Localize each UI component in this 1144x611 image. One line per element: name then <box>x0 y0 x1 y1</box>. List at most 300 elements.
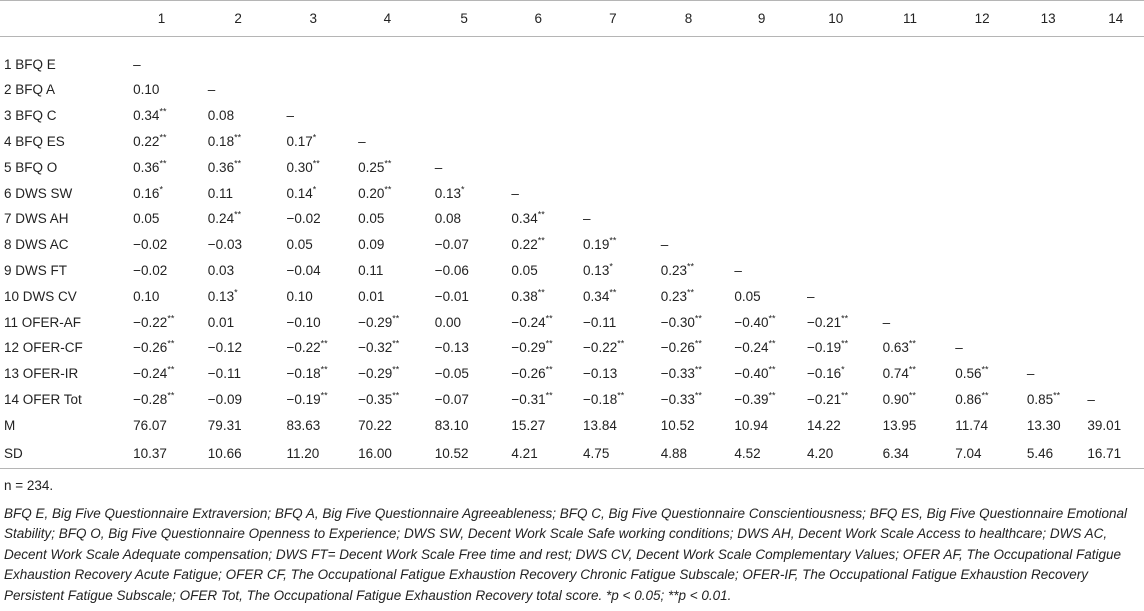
table-cell: 0.38** <box>511 287 545 304</box>
table-cell: 0.13* <box>583 261 613 278</box>
table-cell <box>511 37 583 78</box>
table-cell: 14.22 <box>806 417 841 433</box>
table-cell: −0.30** <box>660 313 702 330</box>
table-cell <box>955 129 1027 155</box>
row-label: 11 OFER-AF <box>4 314 82 330</box>
significance-marker: ** <box>768 364 776 375</box>
table-row <box>0 103 1144 129</box>
table-cell <box>583 129 661 155</box>
sample-size-note: n = 234. <box>4 478 54 493</box>
table-cell <box>883 232 956 258</box>
table-cell: – <box>955 340 963 356</box>
table-cell <box>661 206 735 232</box>
table-cell <box>955 180 1027 206</box>
table-cell <box>1027 206 1088 232</box>
table-row <box>0 37 1144 78</box>
significance-marker: ** <box>694 390 702 401</box>
table-cell <box>807 129 883 155</box>
significance-marker: * <box>841 364 845 375</box>
table-cell <box>955 154 1027 180</box>
table-cell <box>511 154 583 180</box>
table-cell <box>661 129 735 155</box>
table-cell <box>955 258 1027 284</box>
table-cell: −0.21** <box>806 313 849 330</box>
table-cell: −0.24** <box>133 364 175 382</box>
row-label: 3 BFQ C <box>4 108 57 124</box>
table-cell: 0.10 <box>133 288 160 304</box>
table-cell: 0.01 <box>207 314 235 330</box>
table-cell: −0.24** <box>511 313 553 330</box>
significance-marker: ** <box>392 390 400 401</box>
table-cell: −0.29** <box>358 364 400 382</box>
table-row <box>0 180 1144 206</box>
table-cell: – <box>358 133 366 149</box>
significance-marker: ** <box>545 390 553 401</box>
column-header-7: 7 <box>583 1 661 37</box>
significance-marker: ** <box>392 338 400 349</box>
table-cell: 0.22** <box>133 132 167 149</box>
row-label: 8 DWS AC <box>4 237 69 253</box>
table-cell: −0.40** <box>734 364 776 382</box>
column-header-10: 10 <box>807 1 883 37</box>
table-cell: 10.66 <box>208 438 287 469</box>
table-cell <box>661 77 735 103</box>
table-cell <box>1087 103 1144 129</box>
table-cell <box>511 103 583 129</box>
row-label: 1 BFQ E <box>4 56 56 72</box>
table-cell: 0.23** <box>660 287 695 304</box>
table-cell: 7.04 <box>955 438 1027 469</box>
table-cell <box>435 37 512 78</box>
table-cell: 0.05 <box>286 237 313 253</box>
table-cell <box>358 103 435 129</box>
table-cell <box>807 77 883 103</box>
significance-marker: ** <box>234 209 242 220</box>
table-row <box>0 77 1144 103</box>
table-cell <box>1027 129 1088 155</box>
row-label: 4 BFQ ES <box>4 133 65 149</box>
table-cell <box>1087 361 1144 387</box>
table-cell <box>1087 232 1144 258</box>
column-header-9: 9 <box>734 1 807 37</box>
significance-marker: ** <box>167 364 175 375</box>
significance-marker: ** <box>320 364 328 375</box>
table-cell: 13.95 <box>882 417 917 433</box>
table-cell: 4.21 <box>511 438 583 469</box>
significance-marker: ** <box>392 364 400 375</box>
significance-marker: ** <box>687 287 695 298</box>
table-cell: −0.39** <box>734 390 776 407</box>
row-label: M <box>4 417 16 433</box>
table-cell <box>883 206 956 232</box>
header-row <box>0 1 1144 37</box>
table-cell: 83.10 <box>434 417 469 433</box>
table-cell: −0.32** <box>358 338 400 356</box>
significance-marker: ** <box>167 390 175 401</box>
significance-marker: ** <box>908 364 916 375</box>
table-cell: 0.09 <box>358 237 385 253</box>
table-cell: – <box>1026 366 1035 382</box>
table-cell: 0.14* <box>286 184 317 201</box>
table-row <box>0 258 1144 284</box>
table-cell <box>807 103 883 129</box>
table-row <box>0 438 1144 469</box>
table-cell: 11.20 <box>286 438 358 469</box>
significance-marker: ** <box>545 364 553 375</box>
significance-marker: ** <box>545 313 553 324</box>
table-cell <box>807 258 883 284</box>
table-cell: −0.06 <box>434 262 469 278</box>
table-cell <box>807 154 883 180</box>
table-cell <box>435 129 512 155</box>
table-cell: 0.16* <box>133 184 163 201</box>
table-cell: −0.40** <box>734 313 776 330</box>
table-cell <box>807 232 883 258</box>
significance-marker: ** <box>694 364 702 375</box>
table-cell <box>208 37 287 78</box>
table-cell <box>435 77 512 103</box>
table-cell: – <box>511 185 519 201</box>
table-row <box>0 412 1144 438</box>
table-row <box>0 206 1144 232</box>
table-cell <box>1027 37 1088 78</box>
table-cell: – <box>734 262 742 278</box>
significance-marker: ** <box>312 158 320 169</box>
table-cell: 0.08 <box>207 108 235 124</box>
table-cell: −0.22** <box>286 338 328 356</box>
table-cell <box>286 37 358 78</box>
table-cell <box>883 129 956 155</box>
row-label: 2 BFQ A <box>4 82 56 98</box>
table-cell <box>955 283 1027 309</box>
table-cell <box>1027 103 1088 129</box>
table-cell <box>1027 283 1088 309</box>
table-cell <box>661 103 735 129</box>
table-cell: 0.90** <box>882 390 916 407</box>
significance-marker: ** <box>768 313 776 324</box>
table-cell: 0.10 <box>286 288 313 304</box>
significance-marker: ** <box>167 313 175 324</box>
table-cell: 0.34** <box>133 106 167 124</box>
significance-marker: ** <box>384 158 392 169</box>
table-cell: −0.24** <box>734 338 776 356</box>
table-cell <box>511 129 583 155</box>
table-cell: −0.16* <box>806 364 845 382</box>
significance-marker: ** <box>908 390 916 401</box>
table-cell: 79.31 <box>207 417 242 433</box>
table-cell <box>1087 154 1144 180</box>
table-row <box>0 283 1144 309</box>
row-label: 10 DWS CV <box>4 288 77 304</box>
table-cell: 0.56** <box>955 364 989 382</box>
table-cell: −0.28** <box>133 390 175 407</box>
table-row <box>0 335 1144 361</box>
table-cell: −0.10 <box>286 314 321 330</box>
significance-marker: ** <box>841 338 849 349</box>
table-row <box>0 129 1144 155</box>
table-cell <box>583 103 661 129</box>
table-cell <box>955 309 1027 335</box>
table-cell <box>661 37 735 78</box>
significance-marker: ** <box>234 158 242 169</box>
table-cell: 10.52 <box>435 438 512 469</box>
table-cell: −0.26** <box>133 338 175 356</box>
table-cell: 0.36** <box>207 158 242 175</box>
table-cell: 0.03 <box>207 262 235 278</box>
significance-marker: * <box>609 261 613 272</box>
table-cell: 0.00 <box>434 314 462 330</box>
table-cell: −0.22** <box>583 338 625 356</box>
significance-marker: * <box>159 184 163 195</box>
significance-marker: ** <box>687 261 695 272</box>
table-cell: 0.22** <box>511 235 545 253</box>
table-cell: 0.13* <box>434 184 465 201</box>
column-header-4: 4 <box>358 1 435 37</box>
table-cell <box>734 129 807 155</box>
table-cell <box>583 180 661 206</box>
table-cell <box>1027 309 1088 335</box>
table-cell: 0.19** <box>583 235 617 253</box>
table-cell: 0.13* <box>207 287 238 304</box>
row-label: 9 DWS FT <box>4 262 67 278</box>
table-cell: 0.85** <box>1026 390 1061 407</box>
table-cell <box>1087 129 1144 155</box>
significance-marker: ** <box>537 287 545 298</box>
table-cell <box>511 77 583 103</box>
column-header-2: 2 <box>208 1 287 37</box>
table-cell: −0.19** <box>806 338 849 356</box>
row-label: 14 OFER Tot <box>4 391 82 407</box>
significance-marker: ** <box>981 364 989 375</box>
table-cell: 11.74 <box>955 417 989 433</box>
table-cell: 0.36** <box>133 158 167 175</box>
table-cell: −0.13 <box>583 366 618 382</box>
table-cell <box>807 180 883 206</box>
column-header-3: 3 <box>286 1 358 37</box>
header-corner <box>0 1 133 37</box>
row-label: 5 BFQ O <box>4 159 58 175</box>
table-cell: −0.02 <box>133 237 168 253</box>
significance-marker: ** <box>320 390 328 401</box>
significance-marker: ** <box>167 338 175 349</box>
table-cell <box>661 154 735 180</box>
significance-marker: ** <box>537 235 545 246</box>
table-cell: – <box>806 288 815 304</box>
table-row <box>0 309 1144 335</box>
significance-marker: ** <box>392 313 400 324</box>
table-cell: 4.20 <box>807 438 883 469</box>
table-cell: 16.00 <box>358 438 435 469</box>
table-cell <box>1087 77 1144 103</box>
table-row <box>0 361 1144 387</box>
table-cell <box>734 180 807 206</box>
column-header-5: 5 <box>435 1 512 37</box>
table-cell: −0.13 <box>434 340 469 356</box>
table-cell: 6.34 <box>883 438 956 469</box>
table-cell: 4.52 <box>734 438 807 469</box>
table-cell <box>1027 180 1088 206</box>
significance-marker: ** <box>159 132 167 143</box>
table-body <box>0 37 1144 469</box>
table-cell: 83.63 <box>286 417 321 433</box>
significance-marker: ** <box>694 338 702 349</box>
table-cell <box>955 77 1027 103</box>
table-cell: −0.26** <box>660 338 702 356</box>
significance-marker: ** <box>537 209 545 220</box>
table-cell: −0.33** <box>660 364 702 382</box>
table-cell: −0.35** <box>358 390 400 407</box>
significance-marker: * <box>312 132 317 143</box>
table-notes <box>4 476 1140 606</box>
table-cell <box>734 37 807 78</box>
row-label: SD <box>0 438 133 469</box>
row-label: 12 OFER-CF <box>4 340 83 356</box>
significance-marker: ** <box>1053 390 1061 401</box>
table-cell <box>1087 180 1144 206</box>
table-cell: 0.24** <box>207 209 242 227</box>
table-cell: 0.74** <box>882 364 916 382</box>
table-row <box>0 387 1144 413</box>
table-cell: 0.01 <box>358 288 385 304</box>
significance-marker: ** <box>609 287 617 298</box>
table-cell: −0.29** <box>511 338 553 356</box>
table-cell <box>883 258 956 284</box>
table-cell: 13.84 <box>583 417 617 433</box>
significance-marker: ** <box>545 338 553 349</box>
significance-marker: ** <box>320 338 328 349</box>
table-cell <box>734 77 807 103</box>
table-cell <box>1087 335 1144 361</box>
table-cell: 0.23** <box>660 261 695 278</box>
table-cell <box>583 37 661 78</box>
table-cell: −0.21** <box>806 390 849 407</box>
table-cell <box>358 77 435 103</box>
table-cell: −0.07 <box>434 237 469 253</box>
significance-marker: ** <box>384 184 392 195</box>
table-cell: 0.05 <box>734 288 761 304</box>
table-cell: −0.05 <box>434 366 469 382</box>
table-cell: −0.09 <box>207 391 242 407</box>
table-cell: 16.71 <box>1087 438 1144 469</box>
column-header-11: 11 <box>883 1 956 37</box>
table-cell: 4.88 <box>661 438 735 469</box>
table-row <box>0 232 1144 258</box>
significance-marker: * <box>461 184 465 195</box>
table-cell: – <box>434 159 443 175</box>
table-cell: 0.18** <box>207 132 242 149</box>
table-cell <box>1027 154 1088 180</box>
table-cell <box>1027 335 1088 361</box>
significance-marker: ** <box>981 390 989 401</box>
table-cell: 10.52 <box>660 417 695 433</box>
table-cell <box>1087 309 1144 335</box>
significance-marker: * <box>312 184 317 195</box>
table-header <box>0 1 1144 37</box>
table-cell: 0.34** <box>583 287 617 304</box>
table-cell <box>1087 258 1144 284</box>
table-cell: 0.25** <box>358 158 392 175</box>
row-label: 13 OFER-IR <box>4 366 79 382</box>
table-cell <box>661 180 735 206</box>
significance-marker: ** <box>159 106 167 117</box>
table-cell <box>955 232 1027 258</box>
table-cell <box>734 206 807 232</box>
table-cell <box>955 206 1027 232</box>
significance-marker: ** <box>694 313 702 324</box>
table-row <box>0 154 1144 180</box>
column-header-8: 8 <box>661 1 735 37</box>
table-cell: 39.01 <box>1087 417 1122 433</box>
table-cell <box>955 37 1027 78</box>
table-cell <box>583 154 661 180</box>
table-cell: – <box>133 56 141 72</box>
row-label: 6 DWS SW <box>4 185 73 201</box>
table-cell <box>286 77 358 103</box>
table-cell: 0.05 <box>358 211 385 227</box>
table-cell: −0.04 <box>286 262 321 278</box>
table-cell <box>734 103 807 129</box>
table-cell <box>883 37 956 78</box>
table-cell: −0.01 <box>434 288 469 304</box>
table-cell: – <box>660 237 669 253</box>
table-cell: 0.20** <box>358 184 392 201</box>
significance-marker: ** <box>908 338 916 349</box>
significance-marker: ** <box>159 158 167 169</box>
column-header-13: 13 <box>1027 1 1088 37</box>
abbreviation-legend: BFQ E, Big Five Questionnaire Extraversion; BFQ A, Big Five Questionnaire Agreeableness; BFQ C, Big Five Questionnaire Conscientiousness; BFQ ES, Big Five Questionnaire Emotional Stability; BFQ O, Big Five Questionnaire Openness to Experience; DWS SW, Decent Work Scale Safe working conditions; DWS AH, Decent Work Scale Access to healthcare; DWS AC, Decent Work Scale Adequate compensation; DWS FT= Decent Work Scale Free time and rest; DWS CV, Decent Work Scale Complementary Values; OFER AF, The Occupational Fatigue Exhaustion Recovery Acute Fatigue; OFER CF, The Occupational Fatigue Exhaustion Recovery Chronic Fatigue Subscale; OFER-IF, The Occupational Fatigue Exhaustion Recovery Persistent Fatigue Subscale; OFER Tot, The Occupational Fatigue Exhaustion Recovery total score. *p < 0.05; **p < 0.01. <box>4 505 1127 603</box>
significance-marker: ** <box>234 132 242 143</box>
table-cell <box>955 103 1027 129</box>
table-cell: −0.18** <box>286 364 328 382</box>
table-cell: −0.02 <box>286 211 321 227</box>
table-cell: −0.29** <box>358 313 400 330</box>
table-cell: 0.10 <box>133 82 160 98</box>
table-cell: −0.03 <box>207 237 242 253</box>
table-cell: 0.34** <box>511 209 545 227</box>
significance-marker: ** <box>768 390 776 401</box>
table-cell: 0.11 <box>358 262 384 278</box>
table-cell: 0.05 <box>133 211 160 227</box>
table-cell: 13.30 <box>1026 417 1061 433</box>
table-cell <box>883 154 956 180</box>
significance-marker: * <box>234 287 238 298</box>
table-cell: 10.37 <box>133 438 208 469</box>
table-cell: −0.11 <box>583 314 617 330</box>
table-cell: 0.17* <box>286 132 317 149</box>
table-cell <box>807 37 883 78</box>
significance-marker: ** <box>609 235 617 246</box>
significance-marker: ** <box>617 338 625 349</box>
table-cell: −0.07 <box>434 391 469 407</box>
table-cell: −0.26** <box>511 364 553 382</box>
table-cell <box>883 77 956 103</box>
table-cell: – <box>286 108 294 124</box>
table-cell: 0.11 <box>207 185 234 201</box>
table-cell <box>435 103 512 129</box>
table-cell: −0.19** <box>286 390 328 407</box>
table-cell: 0.30** <box>286 158 320 175</box>
table-cell <box>358 37 435 78</box>
table-cell: – <box>207 82 216 98</box>
table-cell <box>1087 283 1144 309</box>
table-cell <box>1087 206 1144 232</box>
table-cell: 0.86** <box>955 390 989 407</box>
table-cell: −0.12 <box>207 340 242 356</box>
table-cell <box>883 180 956 206</box>
column-header-6: 6 <box>511 1 583 37</box>
table-cell: −0.33** <box>660 390 702 407</box>
row-label: 7 DWS AH <box>4 211 69 227</box>
